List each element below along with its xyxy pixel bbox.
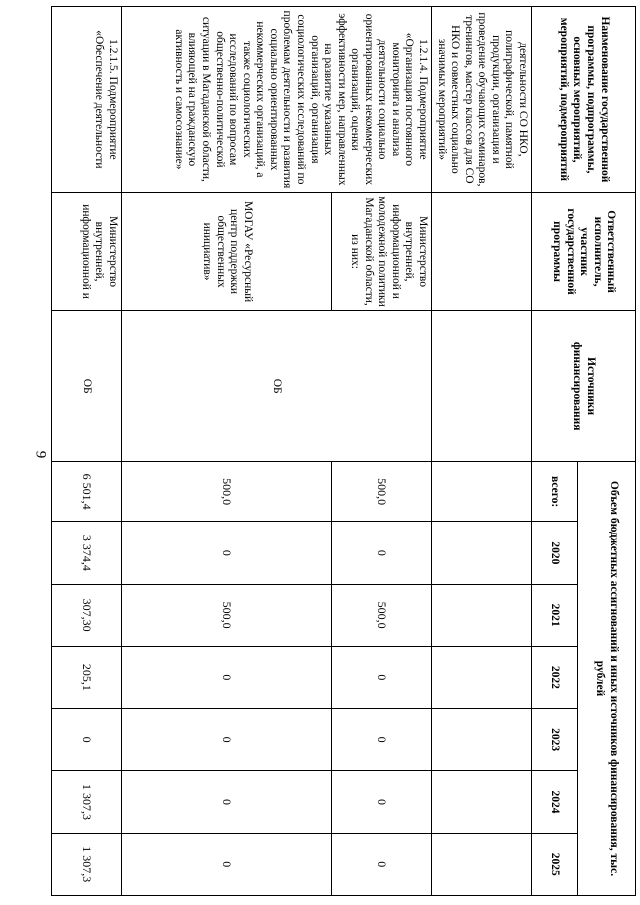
row-value [432,709,532,771]
row-value: 0 [122,833,332,895]
row-value: 1 307,3 [52,833,122,895]
row-value [432,584,532,646]
row-value: 0 [332,522,432,584]
row-value: 500,0 [122,584,332,646]
header-total: всего: [532,461,578,521]
row-source: ОБ [52,311,122,462]
row-name: 1.2.1.4. Подмероприятие «Организация постоянного мониторинга и анализа деятельности социально ориентированных некоммерческих организаций, оценки эффективности мер, направленных на развитие указанных организаций, организация социологических исследований по проблемам деятельности и развития социально ориентированных некоммерческих организаций, а также социологических исследований по вопросам общественно-политической ситуации в Магаданской области, влияющей на гражданскую активность и самосознание» [122,7,432,193]
row-executor [432,192,532,311]
budget-table-container [56,6,636,896]
table-row [432,7,532,896]
row-name: 1.2.1.5. Подмероприятие «Обеспечение деятельности [52,7,122,193]
row-executor: МОГАУ «Ресурсный центр поддержки общественных инициатив» [122,192,332,311]
row-value: 0 [332,833,432,895]
row-value: 1 307,3 [52,771,122,833]
budget-table [51,6,636,896]
header-year: 2024 [532,771,578,833]
row-executor: Министерство внутренней, информационной и [52,192,122,311]
row-total: 500,0 [122,461,332,521]
row-source [432,311,532,462]
header-year: 2021 [532,584,578,646]
row-value: 0 [332,646,432,708]
header-source: Источники финансирования [532,311,636,462]
row-value [432,771,532,833]
table-row [52,7,122,896]
page-number: 9 [32,450,49,459]
header-year: 2020 [532,522,578,584]
header-executor: Ответственный исполнитель, участник государственной программы [532,192,636,311]
row-total: 6 501,4 [52,461,122,521]
row-value: 205,1 [52,646,122,708]
row-value: 0 [122,646,332,708]
row-value: 0 [122,709,332,771]
row-total [432,461,532,521]
header-year: 2023 [532,709,578,771]
row-value [432,833,532,895]
row-value: 0 [332,771,432,833]
row-value [432,646,532,708]
row-executor: Министерство внутренней, информационной и молодежной политики Магаданской области, из них: [332,192,432,311]
header-year: 2022 [532,646,578,708]
row-value: 500,0 [332,584,432,646]
row-source: ОБ [122,311,432,462]
header-funding: Объем бюджетных ассигнований и иных источников финансирования, тыс. рублей [578,461,636,895]
row-value: 307,30 [52,584,122,646]
row-name: деятельности СО НКО, полиграфической, памятной продукции, организация и проведение обучающих семинаров, тренингов, мастер классов для СО НКО и совместных социально значимых мероприятий» [432,7,532,193]
row-value: 0 [122,771,332,833]
row-value: 3 374,4 [52,522,122,584]
row-value: 0 [332,709,432,771]
table-row [332,7,432,896]
row-total: 500,0 [332,461,432,521]
header-year: 2025 [532,833,578,895]
row-value: 0 [52,709,122,771]
row-value [432,522,532,584]
header-name: Наименование государственной программы, подпрограммы, основных мероприятий, мероприятий, подмероприятий [532,7,636,193]
row-value: 0 [122,522,332,584]
